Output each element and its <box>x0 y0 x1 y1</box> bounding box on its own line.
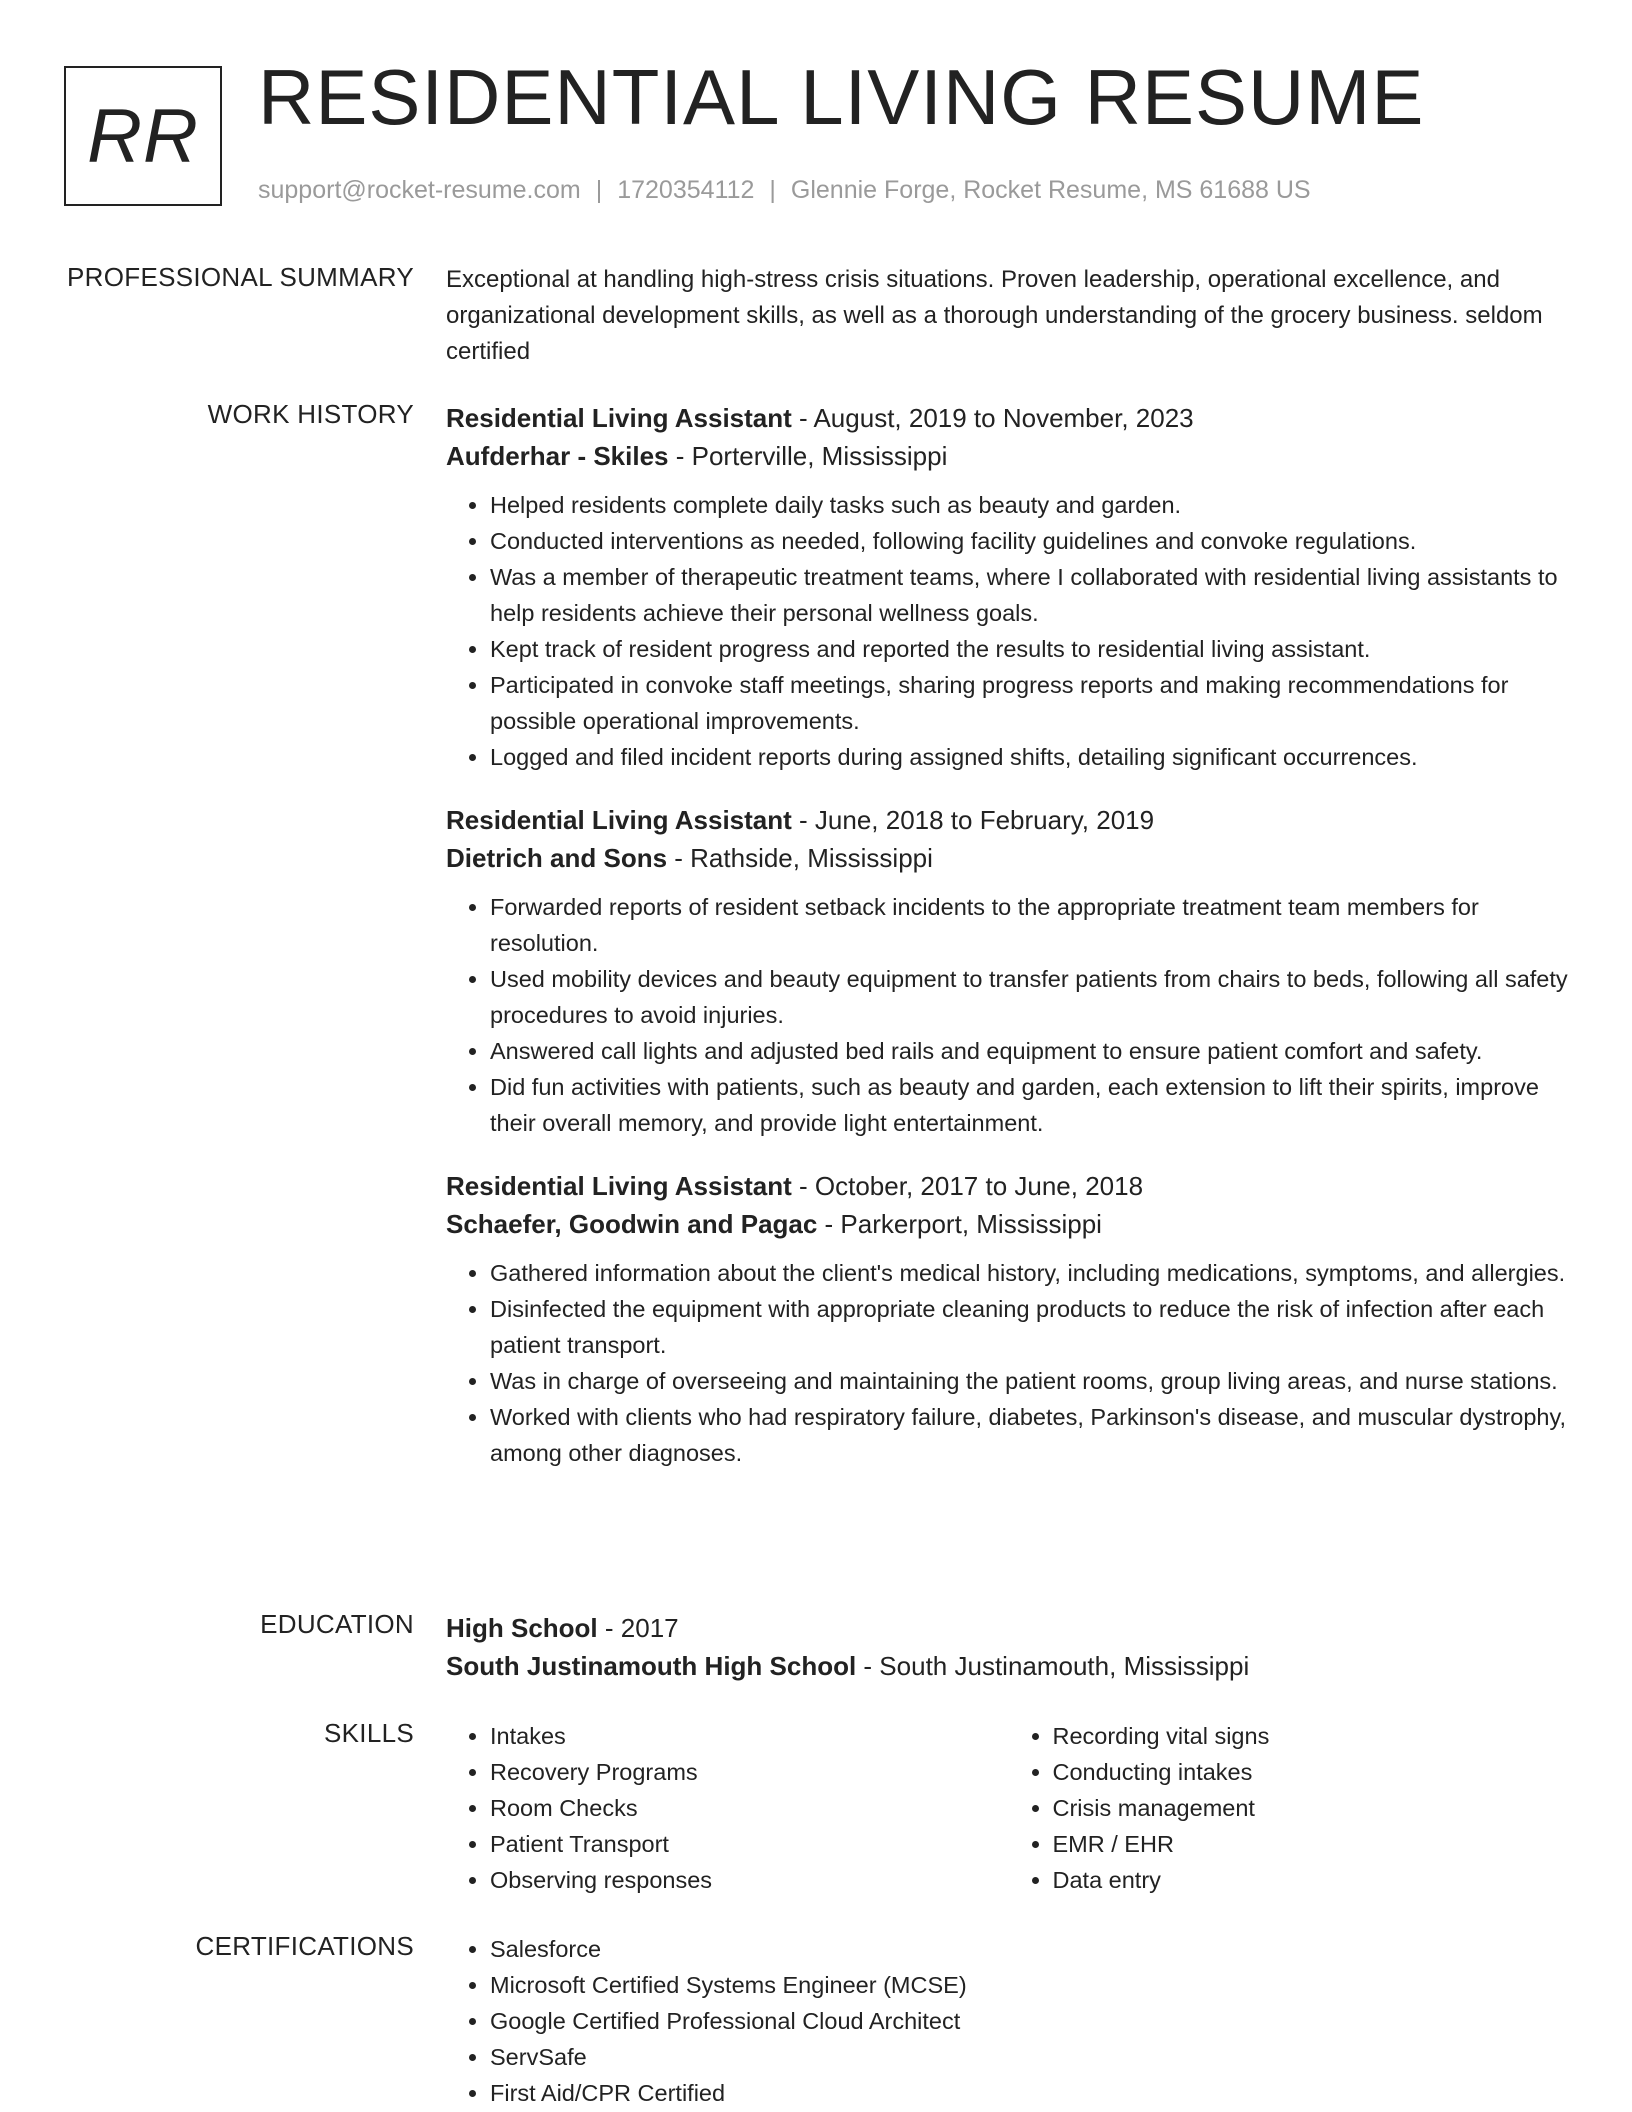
job-title: Residential Living Assistant <box>446 1171 792 1201</box>
job-entry <box>446 801 1571 1141</box>
job-bullets <box>446 1255 1571 1471</box>
job-company-line <box>446 839 1571 877</box>
job-location: - Porterville, Mississippi <box>668 441 948 471</box>
contact-address: Glennie Forge, Rocket Resume, MS 61688 US <box>790 176 1311 204</box>
section-label-education: EDUCATION <box>260 1609 414 1639</box>
skill-item: • Crisis management <box>1053 1790 1572 1826</box>
job-bullet: • Logged and filed incident reports during assigned shifts, detailing significant occurrences. <box>490 739 1571 775</box>
job-bullet: • Helped residents complete daily tasks such as beauty and garden. <box>490 487 1571 523</box>
contact-separator: | <box>769 176 776 204</box>
certification-item: • Google Certified Professional Cloud Architect <box>490 2003 1571 2039</box>
contact-line <box>258 176 1311 205</box>
job-bullets <box>446 889 1571 1141</box>
job-company-line <box>446 1205 1571 1243</box>
job-company: Dietrich and Sons <box>446 843 668 873</box>
contact-email: support@rocket-resume.com <box>258 176 581 204</box>
education-school-line <box>446 1647 1571 1685</box>
job-bullet: • Kept track of resident progress and reported the results to residential living assistant. <box>490 631 1571 667</box>
education-degree-line <box>446 1609 1571 1647</box>
section-label-skills: SKILLS <box>324 1718 414 1748</box>
job-bullets <box>446 487 1571 775</box>
job-bullet: • Worked with clients who had respiratory failure, diabetes, Parkinson's disease, and muscular dystrophy, among other diagnoses. <box>490 1399 1571 1471</box>
job-dates: - June, 2018 to February, 2019 <box>791 805 1155 835</box>
section-label-certifications: CERTIFICATIONS <box>195 1931 414 1961</box>
job-bullet: • Answered call lights and adjusted bed rails and equipment to ensure patient comfort and safety. <box>490 1033 1571 1069</box>
job-title-line <box>446 1167 1571 1205</box>
work-history-body <box>446 399 1571 1497</box>
skills-list-left <box>446 1718 1009 1898</box>
job-entry <box>446 1167 1571 1471</box>
job-title-line <box>446 801 1571 839</box>
job-bullet: • Disinfected the equipment with appropriate cleaning products to reduce the risk of infection after each patient transport. <box>490 1291 1571 1363</box>
contact-separator: | <box>595 176 603 204</box>
skill-item: • Recovery Programs <box>490 1754 1009 1790</box>
education-body <box>446 1609 1571 1685</box>
job-dates: - October, 2017 to June, 2018 <box>791 1171 1144 1201</box>
job-dates: - August, 2019 to November, 2023 <box>791 403 1194 433</box>
job-title: Residential Living Assistant <box>446 403 792 433</box>
certification-item: • Salesforce <box>490 1931 1571 1967</box>
skill-item: • Room Checks <box>490 1790 1009 1826</box>
section-label-summary: PROFESSIONAL SUMMARY <box>67 262 414 292</box>
summary-text: Exceptional at handling high-stress crisis situations. Proven leadership, operational excellence, and organizational development skills, as well as a thorough understanding of the grocery business. seldom certified <box>446 266 1543 365</box>
job-entry <box>446 399 1571 775</box>
job-location: - Parkerport, Mississippi <box>817 1209 1102 1239</box>
skill-item: • Data entry <box>1053 1862 1572 1898</box>
job-bullet: • Forwarded reports of resident setback incidents to the appropriate treatment team members for resolution. <box>490 889 1571 961</box>
resume-title: RESIDENTIAL LIVING RESUME <box>258 53 1425 141</box>
job-title-line <box>446 399 1571 437</box>
education-location: - South Justinamouth, Mississippi <box>856 1651 1250 1681</box>
job-bullet: • Gathered information about the client's medical history, including medications, symptoms, and allergies. <box>490 1255 1571 1291</box>
certification-item: • Microsoft Certified Systems Engineer (MCSE) <box>490 1967 1571 2003</box>
job-location: - Rathside, Mississippi <box>667 843 933 873</box>
job-bullet: • Was a member of therapeutic treatment teams, where I collaborated with residential living assistants to help residents achieve their personal wellness goals. <box>490 559 1571 631</box>
job-bullet: • Participated in convoke staff meetings, sharing progress reports and making recommendations for possible operational improvements. <box>490 667 1571 739</box>
skill-item: • Observing responses <box>490 1862 1009 1898</box>
summary-body <box>446 262 1571 370</box>
contact-phone: 1720354112 <box>617 176 755 204</box>
skills-body <box>446 1718 1571 1898</box>
job-company: Schaefer, Goodwin and Pagac <box>446 1209 818 1239</box>
skills-columns <box>446 1718 1571 1898</box>
monogram-box <box>64 66 222 206</box>
skill-item: • Conducting intakes <box>1053 1754 1572 1790</box>
skills-list-right <box>1009 1718 1572 1898</box>
certification-item: • ServSafe <box>490 2039 1571 2075</box>
certifications-list <box>446 1931 1571 2111</box>
job-bullet: • Did fun activities with patients, such as beauty and garden, each extension to lift their spirits, improve their overall memory, and provide light entertainment. <box>490 1069 1571 1141</box>
job-bullet: • Was in charge of overseeing and maintaining the patient rooms, group living areas, and nurse stations. <box>490 1363 1571 1399</box>
section-label-work-history: WORK HISTORY <box>207 399 414 429</box>
skill-item: • Recording vital signs <box>1053 1718 1572 1754</box>
job-title: Residential Living Assistant <box>446 805 792 835</box>
certifications-body <box>446 1931 1571 2111</box>
job-bullet: • Conducted interventions as needed, following facility guidelines and convoke regulations. <box>490 523 1571 559</box>
job-company: Aufderhar - Skiles <box>446 441 669 471</box>
skill-item: • EMR / EHR <box>1053 1826 1572 1862</box>
skill-item: • Patient Transport <box>490 1826 1009 1862</box>
certification-item: • First Aid/CPR Certified <box>490 2075 1571 2111</box>
education-school: South Justinamouth High School <box>446 1651 857 1681</box>
education-degree: High School <box>446 1613 598 1643</box>
job-company-line <box>446 437 1571 475</box>
education-year: - 2017 <box>597 1613 679 1643</box>
monogram-initials: RR <box>87 93 199 179</box>
job-bullet: • Used mobility devices and beauty equipment to transfer patients from chairs to beds, following all safety procedures to avoid injuries. <box>490 961 1571 1033</box>
skill-item: • Intakes <box>490 1718 1009 1754</box>
